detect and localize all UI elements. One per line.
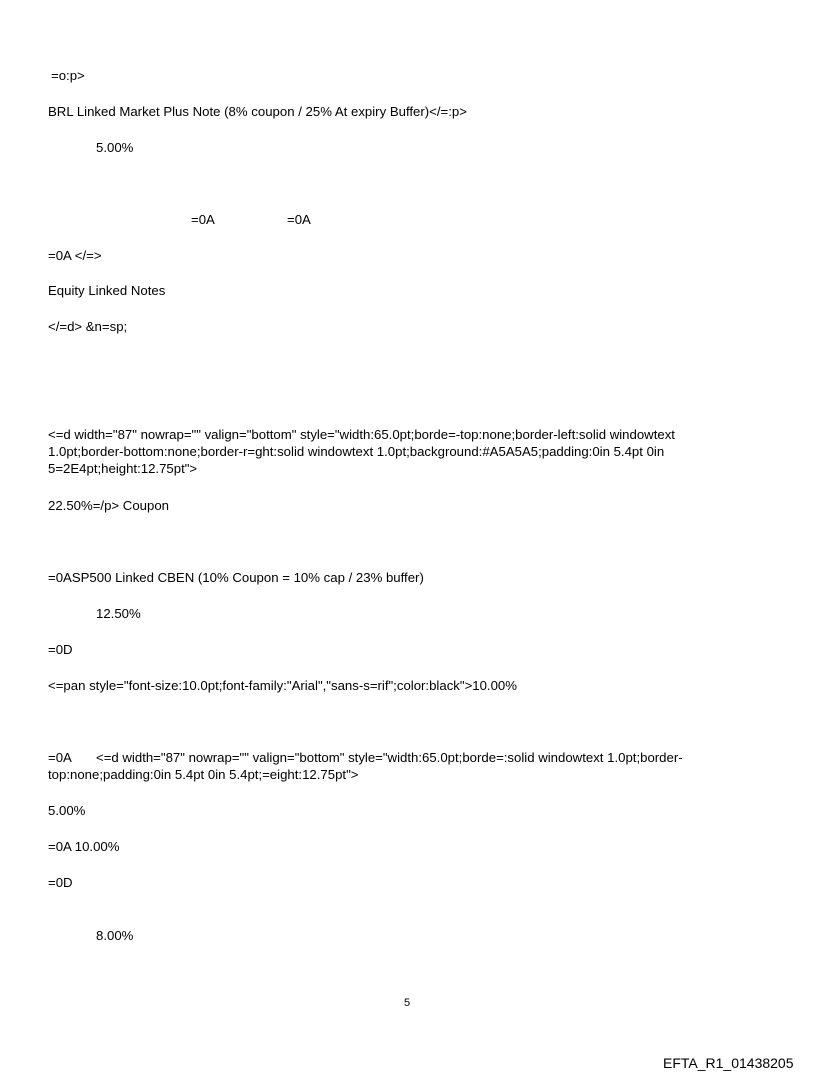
text-line: Equity Linked Notes (48, 283, 166, 298)
text-line: =0A (191, 212, 215, 227)
text-line: =0ASP500 Linked CBEN (10% Coupon = 10% cap / 23% buffer) (48, 570, 424, 585)
text-line: =0A (48, 750, 72, 765)
page-number: 5 (404, 997, 411, 1009)
text-line: <=pan style="font-size:10.0pt;font-family:"Arial","sans-s=rif";color:black">10.00% (48, 678, 517, 693)
text-line: 22.50%=/p> Coupon (48, 498, 169, 513)
text-line: =o:p> (51, 68, 85, 83)
text-line: =0A 10.00% (48, 839, 120, 854)
text-line: BRL Linked Market Plus Note (8% coupon / 25% At expiry Buffer)</=:p> (48, 104, 467, 119)
text-line: 12.50% (96, 606, 141, 621)
text-line: </=d> &n=sp; (48, 319, 128, 334)
text-line: =0A </=> (48, 248, 102, 263)
text-paragraph: <=d width="87" nowrap="" valign="bottom" style="width:65.0pt;borde=:solid windowtext 1.0pt;border-top:none;padding:0in 5.4pt 0in 5.4pt;=eight:12.75pt"> (48, 750, 683, 782)
text-line: =0D (48, 642, 73, 657)
text-line: =0D (48, 875, 73, 890)
document-id: EFTA_R1_01438205 (663, 1055, 794, 1071)
text-paragraph: <=d width="87" nowrap="" valign="bottom" style="width:65.0pt;borde=-top:none;border-left:solid windowtext 1.0pt;border-bottom:none;border-r=ght:solid windowtext 1.0pt;background:#A5A5A5;padding:0in 5.4pt 0in 5=2E4pt;height:12.75pt"> (48, 427, 675, 476)
text-line: =0A (287, 212, 311, 227)
text-line: 5.00% (96, 140, 134, 155)
text-line: 8.00% (96, 928, 134, 943)
text-line: 5.00% (48, 803, 86, 818)
